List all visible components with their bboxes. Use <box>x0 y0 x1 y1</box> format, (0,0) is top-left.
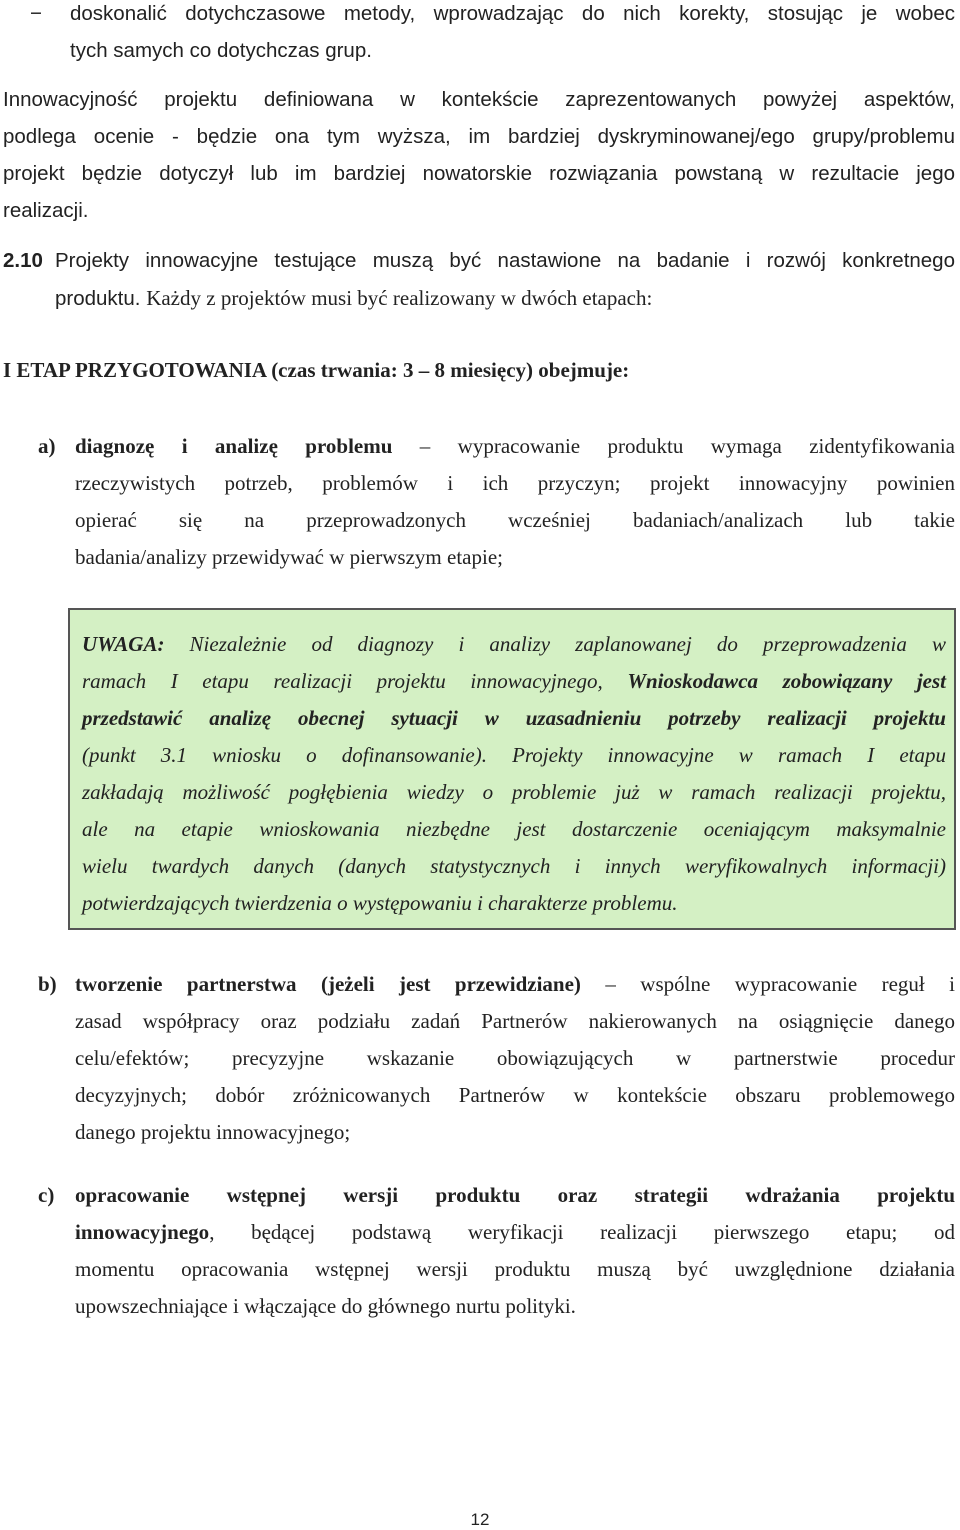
text-line: upowszechniające i włączające do głównego nurtu polityki. <box>75 1294 576 1318</box>
list-dash: − <box>30 2 42 25</box>
text-line: wielu twardych danych (danych statystycznych i innych weryfikowalnych informacji) <box>82 854 946 878</box>
text-line: opierać się na przeprowadzonych wcześniej badaniach/analizach lub takie <box>75 508 955 532</box>
text-line: Projekty innowacyjne testujące muszą być nastawione na badanie i rozwój konkretnego <box>55 249 955 272</box>
text-line: zasad współpracy oraz podziału zadań Partnerów nakierowanych na osiągnięcie danego <box>75 1009 955 1033</box>
text-line: podlega ocenie - będzie ona tym wyższa, im bardziej dyskryminowanej/ego grupy/problemu <box>3 125 955 148</box>
text-line: momentu opracowania wstępnej wersji produktu muszą być uwzględnione działania <box>75 1257 955 1281</box>
stage-heading: I ETAP PRZYGOTOWANIA (czas trwania: 3 – 8 miesięcy) obejmuje: <box>3 358 630 382</box>
text-line: potwierdzających twierdzenia o występowaniu i charakterze problemu. <box>82 891 678 915</box>
text-line: diagnozę i analizę problemu – wypracowanie produktu wymaga zidentyfikowania <box>75 434 955 458</box>
text-line: tworzenie partnerstwa (jeżeli jest przewidziane) – wspólne wypracowanie reguł i <box>75 972 955 996</box>
text-line: danego projektu innowacyjnego; <box>75 1120 351 1144</box>
text-line: opracowanie wstępnej wersji produktu oraz strategii wdrażania projektu <box>75 1183 955 1207</box>
text-line: Innowacyjność projektu definiowana w kontekście zaprezentowanych powyżej aspektów, <box>3 88 955 111</box>
list-marker: b) <box>38 972 57 996</box>
section-number: 2.10 <box>3 249 43 272</box>
text-line: ale na etapie wnioskowania niezbędne jest dostarczenie oceniającym maksymalnie <box>82 817 946 841</box>
text-line: celu/efektów; precyzyjne wskazanie obowiązujących w partnerstwie procedur <box>75 1046 955 1070</box>
text-line: (punkt 3.1 wniosku o dofinansowanie). Projekty innowacyjne w ramach I etapu <box>82 743 946 767</box>
text-line: tych samych co dotychczas grup. <box>70 39 372 62</box>
list-marker: c) <box>38 1183 55 1207</box>
text-line: badania/analizy przewidywać w pierwszym etapie; <box>75 545 503 569</box>
text-line: innowacyjnego, będącej podstawą weryfikacji realizacji pierwszego etapu; od <box>75 1220 955 1244</box>
text-line: produktu. Każdy z projektów musi być realizowany w dwóch etapach: <box>55 286 653 310</box>
text-line: ramach I etapu realizacji projektu innowacyjnego, Wnioskodawca zobowiązany jest <box>82 669 946 693</box>
text-line: projekt będzie dotyczył lub im bardziej nowatorskie rozwiązania powstaną w rezultacie jego <box>3 162 955 185</box>
text-line: doskonalić dotychczasowe metody, wprowadzając do nich korekty, stosując je wobec <box>70 2 955 25</box>
text-line: UWAGA: Niezależnie od diagnozy i analizy zaplanowanej do przeprowadzenia w <box>82 632 946 656</box>
list-marker: a) <box>38 434 56 458</box>
text-line: zakładają możliwość pogłębienia wiedzy o problemie już w ramach realizacji projektu, <box>82 780 946 804</box>
text-line: przedstawić analizę obecnej sytuacji w uzasadnieniu potrzeby realizacji projektu <box>82 706 946 730</box>
note-callout <box>68 608 956 930</box>
note-label: UWAGA: <box>82 632 165 656</box>
page-number: 12 <box>470 1510 490 1529</box>
text-line: rzeczywistych potrzeb, problemów i ich przyczyn; projekt innowacyjny powinien <box>75 471 955 495</box>
text-line: decyzyjnych; dobór zróżnicowanych Partnerów w kontekście obszaru problemowego <box>75 1083 955 1107</box>
text-line: realizacji. <box>3 199 89 222</box>
